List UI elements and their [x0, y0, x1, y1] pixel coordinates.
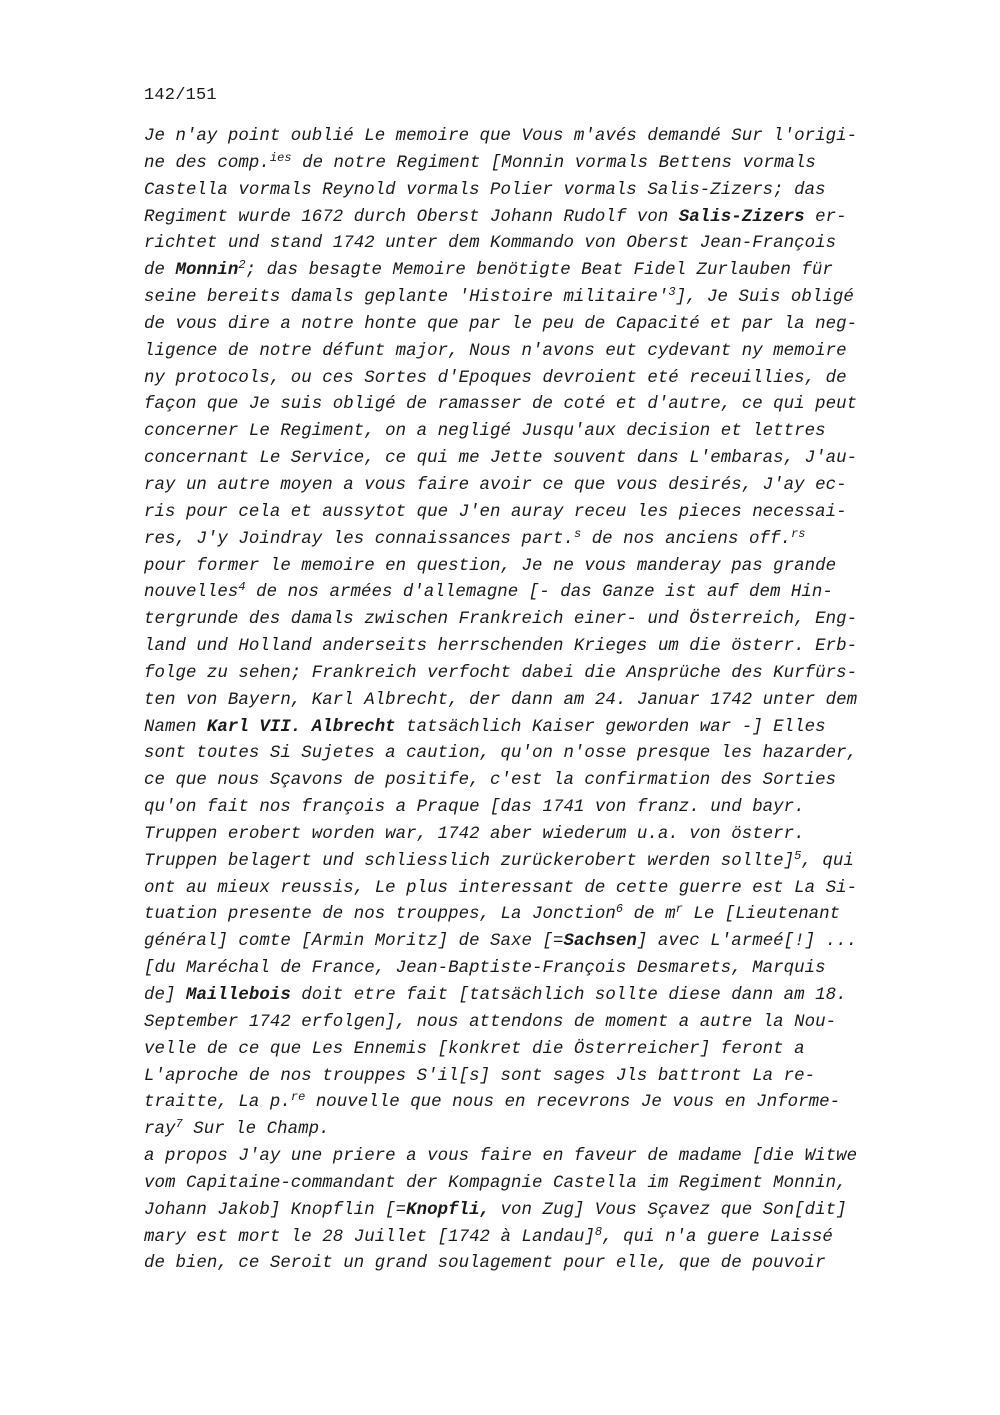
text-line — [144, 1010, 904, 1037]
text-segment: ligence de notre défunt major, Nous n'avons eut cydevant ny memoire — [144, 341, 847, 361]
footnote-marker: 4 — [238, 580, 246, 595]
text-line — [144, 554, 904, 581]
text-line — [144, 929, 904, 956]
text-segment: de bien, ce Seroit un grand soulagement pour elle, que de pouvoir — [144, 1254, 826, 1274]
footnote-marker: 5 — [794, 848, 802, 863]
footnote-marker: 7 — [175, 1117, 183, 1132]
text-line — [144, 527, 904, 554]
text-line — [144, 956, 904, 983]
text-segment: de notre Regiment [Monnin vormals Bettens vormals — [291, 153, 816, 173]
footnote-marker: ies — [269, 150, 292, 165]
text-segment: tergrunde des damals zwischen Frankreich einer- und Österreich, Eng- — [144, 610, 858, 630]
transcription-text — [144, 124, 904, 1278]
text-line — [144, 366, 904, 393]
text-line — [144, 1064, 904, 1091]
text-line — [144, 822, 904, 849]
text-line — [144, 607, 904, 634]
highlighted-name: Maillebois — [185, 986, 291, 1005]
text-line — [144, 983, 904, 1010]
text-segment: land und Holland anderseits herrschenden Krieges um die österr. Erb- — [144, 637, 858, 657]
text-segment: tatsächlich Kaiser geworden war -] Elles — [395, 717, 826, 737]
text-line — [144, 1171, 904, 1198]
footnote-marker: 8 — [594, 1224, 603, 1239]
text-line — [144, 688, 904, 715]
text-segment: de vous dire a notre honte que par le peu de Capacité et par la neg- — [144, 314, 858, 334]
text-segment: Regiment wurde 1672 durch Oberst Johann Rudolf von — [144, 207, 679, 227]
text-segment: de m — [623, 905, 676, 925]
footnote-marker: re — [290, 1090, 306, 1105]
highlighted-name: Sachsen — [563, 932, 637, 952]
text-line — [144, 1144, 904, 1171]
text-segment: nouvelle que nous en recevrons Je vous en Jnforme- — [305, 1093, 841, 1113]
text-line — [144, 285, 904, 312]
text-line — [144, 715, 904, 742]
text-line — [144, 258, 904, 285]
text-line — [144, 392, 904, 419]
footnote-marker: 6 — [615, 902, 624, 917]
text-line — [144, 661, 904, 688]
text-line — [144, 876, 904, 903]
text-segment: mary est mort le 28 Juillet [1742 à Landau] — [144, 1227, 595, 1247]
text-segment: Je n'ay point oublié Le memoire que Vous m'avés demandé Sur l'origi- — [144, 127, 858, 146]
text-segment: pour former le memoire en question, Je ne vous manderay pas grande — [144, 556, 837, 576]
page-number: 142/151 — [144, 86, 217, 105]
text-segment: Le [Lieutenant — [682, 905, 841, 925]
text-line — [144, 312, 904, 339]
footnote-marker: 2 — [238, 258, 246, 273]
text-segment: ne des comp. — [144, 153, 270, 173]
text-segment: Truppen belagert und schliesslich zurückerobert werden sollte] — [144, 851, 795, 871]
text-segment: ont au mieux reussis, Le plus interessant de cette guerre est La Si- — [144, 878, 858, 898]
text-segment: ; das besagte Memoire benötigte Beat Fidel Zurlauben für — [245, 261, 833, 281]
text-segment: ris pour cela et aussytot que J'en auray receu les pieces necessai- — [144, 502, 847, 522]
text-line — [144, 1117, 904, 1144]
text-line — [144, 151, 904, 178]
text-segment: ] avec L'armeé[!] ... — [636, 932, 858, 952]
text-segment: ], Je Suis obligé — [675, 288, 854, 308]
text-line — [144, 741, 904, 768]
text-segment: seine bereits damals geplante 'Histoire militaire' — [144, 288, 669, 308]
text-segment: ten von Bayern, Karl Albrecht, der dann am 24. Januar 1742 unter dem — [144, 690, 858, 710]
text-line — [144, 500, 904, 527]
text-segment: de nos armées d'allemagne [- das Ganze ist auf dem Hin- — [245, 583, 833, 603]
text-segment: ray un autre moyen a vous faire avoir ce que vous desirés, J'ay ec- — [144, 475, 847, 495]
text-segment: de] — [144, 986, 186, 1005]
text-segment: Namen — [144, 717, 207, 737]
text-segment: ny protocols, ou ces Sortes d'Epoques devroient eté receuillies, de — [144, 368, 847, 388]
footnote-marker: s — [573, 526, 582, 541]
text-line — [144, 634, 904, 661]
text-segment: L'aproche de nos trouppes S'il[s] sont sages Jls battront La re- — [144, 1066, 816, 1086]
text-segment: Sur le Champ. — [182, 1120, 330, 1140]
text-line — [144, 580, 904, 607]
text-line — [144, 1037, 904, 1064]
text-segment: général] comte [Armin Moritz] de Saxe [= — [144, 932, 564, 952]
text-line — [144, 124, 904, 151]
text-segment: doit etre fait [tatsächlich sollte diese dann am 18. — [290, 986, 847, 1005]
text-segment: ce que nous Sçavons de positife, c'est la confirmation des Sorties — [144, 771, 837, 791]
text-segment: Truppen erobert worden war, 1742 aber wiederum u.a. von österr. — [144, 824, 805, 844]
text-segment: , qui — [801, 851, 854, 871]
text-segment: a propos J'ay une priere a vous faire en faveur de madame [die Witwe — [144, 1147, 858, 1167]
text-segment: qu'on fait nos françois a Praque [das 1741 von franz. und bayr. — [144, 798, 805, 818]
text-segment: concernant Le Service, ce qui me Jette souvent dans L'embaras, J'au- — [144, 449, 858, 469]
text-segment: façon que Je suis obligé de ramasser de coté et d'autre, ce qui peut — [144, 395, 858, 415]
text-line — [144, 205, 904, 232]
text-segment: vom Capitaine-commandant der Kompagnie Castella im Regiment Monnin, — [144, 1173, 847, 1193]
highlighted-name: Knopfli, — [406, 1200, 491, 1220]
footnote-marker: 3 — [668, 285, 676, 300]
footnote-marker: r — [675, 902, 683, 917]
text-segment: , qui n'a guere Laissé — [602, 1227, 833, 1247]
text-segment: [du Maréchal de France, Jean-Baptiste-François Desmarets, Marquis — [144, 959, 826, 979]
text-line — [144, 231, 904, 258]
text-segment: er- — [804, 207, 847, 227]
text-line — [144, 419, 904, 446]
highlighted-name: Salis-Zizers — [678, 207, 805, 227]
text-segment: traitte, La p. — [144, 1093, 291, 1113]
text-segment: September 1742 erfolgen], nous attendons de moment a autre la Nou- — [144, 1012, 837, 1032]
text-segment: de — [144, 261, 176, 281]
highlighted-name: Karl VII. Albrecht — [206, 717, 396, 737]
text-segment: folge zu sehen; Frankreich verfocht dabei die Ansprüche des Kurfürs- — [144, 663, 858, 683]
text-segment: velle de ce que Les Ennemis [konkret die Österreicher] feront a — [144, 1039, 805, 1059]
text-segment: de nos anciens off. — [581, 529, 791, 549]
text-segment: sont toutes Si Sujetes a caution, qu'on n'osse presque les hazarder, — [144, 744, 858, 764]
text-segment: ray — [144, 1120, 176, 1140]
text-line — [144, 795, 904, 822]
text-line — [144, 1225, 904, 1252]
text-line — [144, 339, 904, 366]
text-segment: richtet und stand 1742 unter dem Kommando von Oberst Jean-François — [144, 234, 837, 254]
text-segment: res, J'y Joindray les connaissances part. — [144, 529, 574, 549]
text-segment: nouvelles — [144, 583, 239, 603]
footnote-marker: rs — [790, 526, 806, 541]
text-line — [144, 768, 904, 795]
text-line — [144, 1251, 904, 1278]
highlighted-name: Monnin — [175, 261, 239, 281]
text-segment: von Zug] Vous Sçavez que Son[dit] — [490, 1200, 847, 1220]
text-line — [144, 902, 904, 929]
text-line — [144, 1198, 904, 1225]
text-line — [144, 473, 904, 500]
text-line — [144, 849, 904, 876]
text-segment: Castella vormals Reynold vormals Polier vormals Salis-Zizers; das — [144, 180, 826, 200]
text-line — [144, 178, 904, 205]
text-segment: concerner Le Regiment, on a negligé Jusqu'aux decision et lettres — [144, 422, 826, 442]
text-segment: tuation presente de nos trouppes, La Jonction — [144, 905, 616, 925]
text-segment: Johann Jakob] Knopflin [= — [144, 1200, 407, 1220]
text-line — [144, 446, 904, 473]
text-line — [144, 1090, 904, 1117]
